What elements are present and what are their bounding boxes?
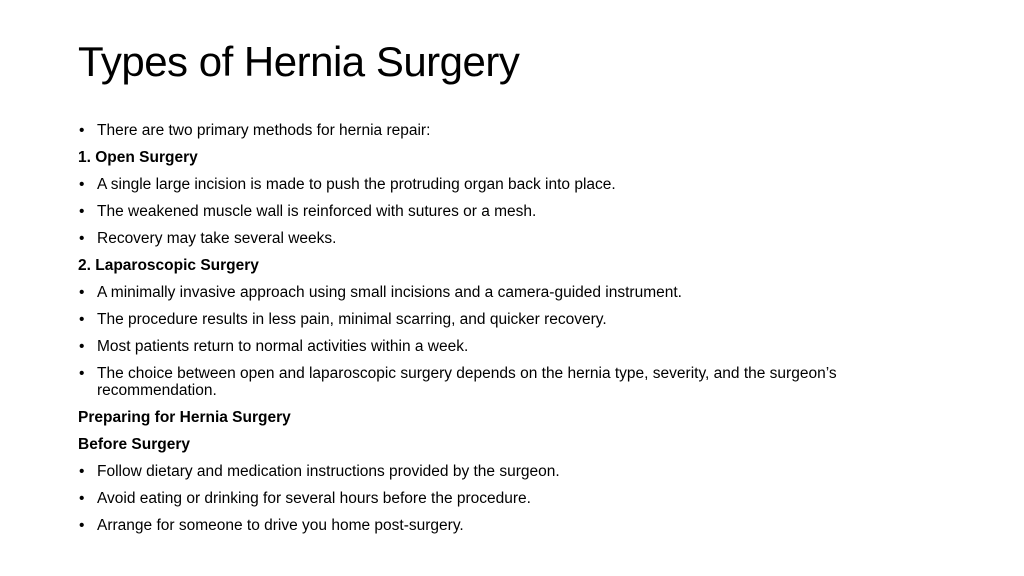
bullet-icon: • (79, 122, 85, 139)
bullet-icon: • (79, 311, 85, 328)
slide-content (78, 122, 958, 544)
bullet-item (78, 338, 958, 355)
bullet-icon: • (79, 490, 85, 507)
bullet-text: The procedure results in less pain, minimal scarring, and quicker recovery. (97, 311, 607, 328)
bullet-text: Follow dietary and medication instructions provided by the surgeon. (97, 463, 560, 480)
bullet-text: Most patients return to normal activities within a week. (97, 338, 469, 355)
bullet-text: Arrange for someone to drive you home post-surgery. (97, 517, 464, 534)
bullet-text: Recovery may take several weeks. (97, 230, 337, 247)
bullet-icon: • (79, 463, 85, 480)
bullet-icon: • (79, 517, 85, 534)
bullet-item (78, 311, 958, 328)
bullet-item (78, 463, 958, 480)
bullet-item (78, 203, 958, 220)
section-heading: 2. Laparoscopic Surgery (78, 257, 259, 274)
bullet-text: There are two primary methods for hernia repair: (97, 122, 431, 139)
bullet-item (78, 176, 958, 193)
bullet-item (78, 365, 958, 399)
bullet-item (78, 230, 958, 247)
bullet-text: The weakened muscle wall is reinforced with sutures or a mesh. (97, 203, 537, 220)
section-heading: Preparing for Hernia Surgery (78, 409, 291, 426)
bullet-icon: • (79, 203, 85, 220)
bullet-icon: • (79, 176, 85, 193)
bullet-item (78, 284, 958, 301)
bullet-text: A single large incision is made to push the protruding organ back into place. (97, 176, 616, 193)
bullet-item (78, 122, 958, 139)
bullet-icon: • (79, 365, 85, 382)
bullet-item (78, 517, 958, 534)
slide-title: Types of Hernia Surgery (78, 38, 520, 85)
bullet-text: The choice between open and laparoscopic surgery depends on the hernia type, severity, and the surgeon’s recommendation. (97, 365, 837, 399)
bullet-item (78, 490, 958, 507)
section-heading: Before Surgery (78, 436, 190, 453)
bullet-icon: • (79, 284, 85, 301)
bullet-text: Avoid eating or drinking for several hours before the procedure. (97, 490, 531, 507)
bullet-icon: • (79, 338, 85, 355)
section-heading: 1. Open Surgery (78, 149, 198, 166)
bullet-icon: • (79, 230, 85, 247)
bullet-text: A minimally invasive approach using small incisions and a camera-guided instrument. (97, 284, 682, 301)
